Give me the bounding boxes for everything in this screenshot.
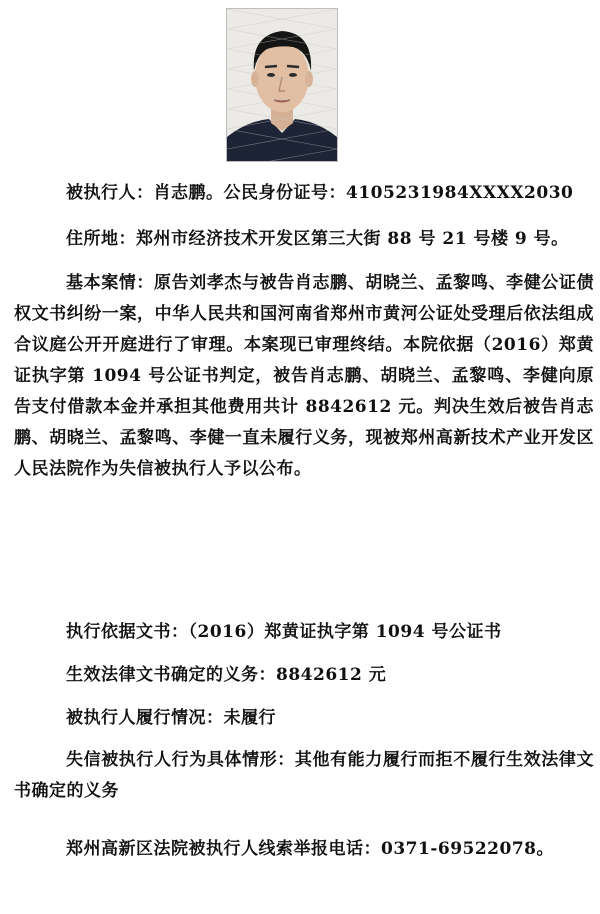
obligation-amount: 生效法律文书确定的义务：8842612 元: [66, 665, 387, 685]
case-summary: 基本案情：原告刘孝杰与被告肖志鹏、胡晓兰、孟黎鸣、李健公证债权文书纠纷一案，中华人民共和国河南省郑州市黄河公证处受理后依法组成合议庭公开开庭进行了审理。本案现已审理终结。本院依据（2016）郑黄证执字第 1094 号公证书判定，被告肖志鹏、胡晓兰、孟黎鸣、李健向原告支付借款本金并承担其他费用共计 8842612 元。判决生效后被告肖志鹏、胡晓兰、孟黎鸣、李健一直未履行义务，现被郑州高新技术产业开发区人民法院作为失信被执行人予以公布。: [14, 273, 594, 479]
enforcement-basis: 执行依据文书：（2016）郑黄证执字第 1094 号公证书: [66, 622, 502, 642]
address-line: 住所地：郑州市经济技术开发区第三大街 88 号 21 号楼 9 号。: [66, 229, 569, 249]
performance-status: 被执行人履行情况：未履行: [66, 708, 276, 728]
report-hotline: 郑州高新区法院被执行人线索举报电话：0371-69522078。: [66, 839, 554, 859]
respondent-line: 被执行人：肖志鹏。公民身份证号：4105231984XXXX2030: [66, 183, 574, 203]
default-circumstance: 失信被执行人行为具体情形：其他有能力履行而拒不履行生效法律文书确定的义务: [14, 750, 594, 801]
person-photo: [226, 8, 338, 162]
